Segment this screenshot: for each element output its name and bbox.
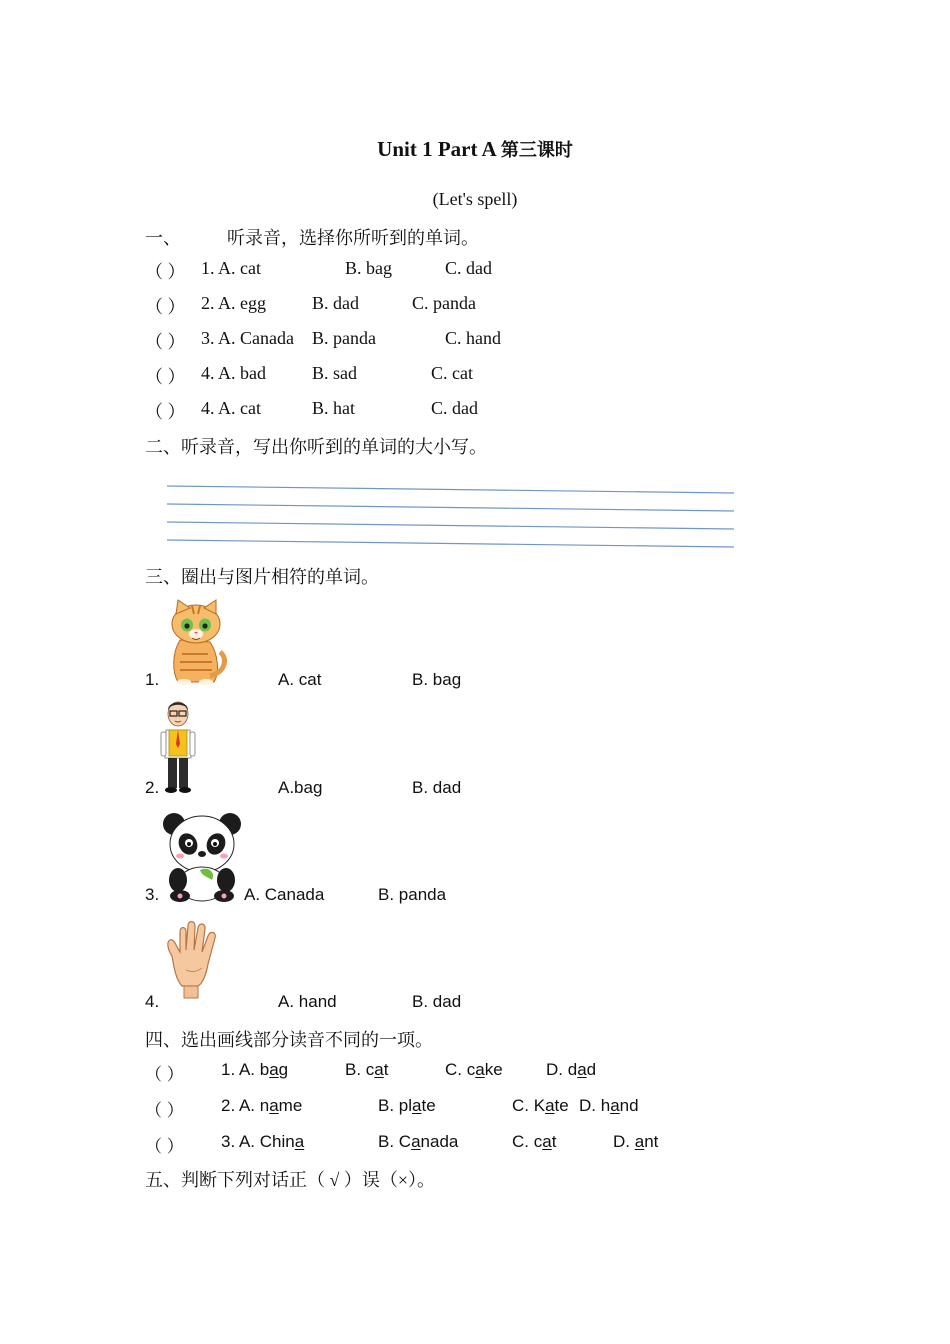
section-3-heading: 三、圈出与图片相符的单词。 — [145, 567, 379, 587]
answer-paren: （ ） — [145, 1101, 184, 1120]
option-post: nd — [619, 1096, 639, 1115]
s4-option — [221, 1096, 302, 1116]
s4-option — [221, 1132, 304, 1152]
s4-option — [221, 1060, 288, 1080]
underlined-letter: a — [294, 1132, 305, 1151]
s3-option-b-4: B. dad — [412, 992, 462, 1011]
s3-option-a-3: A. Canada — [244, 885, 325, 904]
option-pre: B. pl — [378, 1096, 413, 1115]
s3-option-b-1: B. bag — [412, 670, 462, 689]
option-pre: D. d — [546, 1060, 578, 1079]
s1-item-3 — [145, 328, 186, 354]
answer-paren: （ ） — [145, 402, 186, 422]
s3-option-a-1: A. cat — [278, 670, 322, 689]
s4-option — [579, 1096, 639, 1116]
s1-item-5 — [145, 398, 186, 424]
s3-option-b-2: B. dad — [412, 778, 462, 797]
option-pre: C. c — [445, 1060, 476, 1079]
option-pre: C. c — [512, 1132, 543, 1151]
s1-option-b: B. panda — [312, 328, 376, 348]
underlined-letter: a — [269, 1096, 279, 1115]
underlined-letter: a — [577, 1060, 587, 1079]
s1-option-b: B. hat — [312, 398, 355, 418]
option-pre: D. — [613, 1132, 635, 1151]
underlined-letter: a — [634, 1132, 645, 1151]
section-4-heading: 四、选出画线部分读音不同的一项。 — [145, 1030, 433, 1050]
s1-option-b: B. bag — [345, 258, 392, 278]
answer-paren: （ ） — [145, 297, 186, 317]
s1-option-c: C. hand — [445, 328, 501, 348]
s1-option-a: 4. A. cat — [201, 398, 261, 418]
man-icon — [158, 700, 202, 796]
s4-option — [378, 1096, 436, 1116]
option-pre: C. K — [512, 1096, 546, 1115]
underlined-letter: a — [545, 1096, 555, 1115]
s4-option — [378, 1132, 458, 1152]
s1-option-b: B. dad — [312, 293, 359, 313]
underlined-letter: a — [374, 1060, 384, 1079]
s1-option-b: B. sad — [312, 363, 357, 383]
option-pre: 2. A. n — [221, 1096, 270, 1115]
option-post: g — [278, 1060, 289, 1079]
option-pre: 3. A. Chin — [221, 1132, 295, 1151]
option-post: me — [278, 1096, 303, 1115]
s4-option — [512, 1132, 556, 1152]
answer-paren: （ ） — [145, 1137, 184, 1156]
title-cn: 第三课时 — [500, 140, 573, 160]
panda-icon — [160, 810, 244, 902]
answer-paren: （ ） — [145, 262, 186, 282]
underlined-letter: a — [269, 1060, 279, 1079]
s3-num-2: 2. — [145, 778, 160, 797]
section-1-heading — [145, 224, 479, 250]
option-post: te — [554, 1096, 569, 1115]
s3-num-3: 3. — [145, 885, 160, 904]
s4-option — [512, 1096, 569, 1116]
page-subtitle: (Let's spell) — [432, 189, 518, 209]
answer-paren: （ ） — [145, 1065, 184, 1084]
s1-option-a: 2. A. egg — [201, 293, 266, 313]
section-5-heading: 五、判断下列对话正（ √ ）误（×）。 — [145, 1170, 436, 1190]
answer-paren: （ ） — [145, 332, 186, 352]
section-1-num: 一、 — [145, 228, 181, 248]
s3-num-1: 1. — [145, 670, 160, 689]
option-post: nada — [420, 1132, 459, 1151]
underlined-letter: a — [475, 1060, 485, 1079]
section-2-heading: 二、听录音，写出你听到的单词的大小写。 — [145, 437, 487, 457]
section-1-text: 听录音，选择你所听到的单词。 — [227, 228, 479, 248]
s4-option — [613, 1132, 658, 1152]
s1-item-4 — [145, 363, 186, 389]
option-pre: 1. A. b — [221, 1060, 270, 1079]
option-post: nt — [644, 1132, 659, 1151]
s4-option — [445, 1060, 503, 1080]
s1-option-c: C. panda — [412, 293, 476, 313]
option-post: ke — [484, 1060, 503, 1079]
option-pre: D. h — [579, 1096, 611, 1115]
cat-icon — [162, 598, 230, 686]
title-main: Unit 1 Part A — [377, 137, 496, 161]
s1-option-c: C. dad — [445, 258, 492, 278]
hand-icon — [162, 920, 232, 1000]
option-post: d — [586, 1060, 597, 1079]
s4-option — [345, 1060, 389, 1080]
s1-item-2 — [145, 293, 186, 319]
s3-num-4: 4. — [145, 992, 160, 1011]
s1-option-a: 1. A. cat — [201, 258, 261, 278]
answer-paren: （ ） — [145, 367, 186, 387]
underlined-letter: a — [610, 1096, 620, 1115]
s1-option-c: C. dad — [431, 398, 478, 418]
underlined-letter: a — [412, 1096, 422, 1115]
option-post: t — [383, 1060, 389, 1079]
s1-option-a: 3. A. Canada — [201, 328, 294, 348]
option-pre: B. c — [345, 1060, 375, 1079]
page-title — [0, 136, 950, 162]
s1-option-c: C. cat — [431, 363, 473, 383]
writing-lines — [0, 478, 950, 558]
underlined-letter: a — [542, 1132, 552, 1151]
s3-option-a-2: A.bag — [278, 778, 323, 797]
s3-option-b-3: B. panda — [378, 885, 447, 904]
option-post: t — [551, 1132, 557, 1151]
s1-item-1 — [145, 258, 186, 284]
option-post: te — [421, 1096, 436, 1115]
s4-option — [546, 1060, 596, 1080]
underlined-letter: a — [411, 1132, 421, 1151]
s3-option-a-4: A. hand — [278, 992, 337, 1011]
s1-option-a: 4. A. bad — [201, 363, 266, 383]
option-pre: B. C — [378, 1132, 412, 1151]
